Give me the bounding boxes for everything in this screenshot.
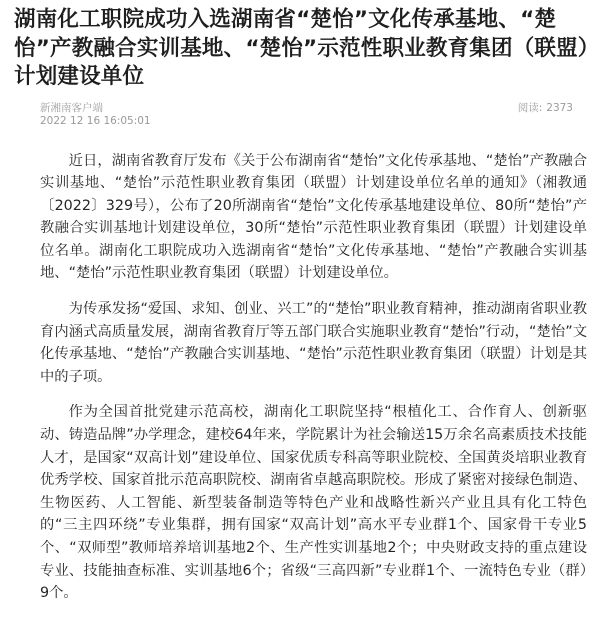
read-count-value: 2373 [546, 101, 573, 114]
article-date: 2022 12 16 16:05:01 [40, 114, 151, 127]
article-paragraph: 近日，湖南省教育厅发布《关于公布湖南省“楚怡”文化传承基地、“楚怡”产教融合实训基地、“楚怡”示范性职业教育集团（联盟）计划建设单位名单的通知》（湘教通〔2022〕329号），公布了20所湖南省“楚怡”文化传承基地建设单位、80所“楚怡”产教融合实训基地计划建设单位，30所“楚怡”示范性职业教育集团（联盟）计划建设单位名单。湖南化工职院成功入选湖南省“楚怡”文化传承基地、“楚怡”产教融合实训基地、“楚怡”示范性职业教育集团（联盟）计划建设单位。 [40, 152, 587, 282]
article-paragraph: 为传承发扬“爱国、求知、创业、兴工”的“楚怡”职业教育精神，推动湖南省职业教育内涵式高质量发展，湖南省教育厅等五部门联合实施职业教育“楚怡”行动，“楚怡”文化传承基地、“楚怡”产教融合实训基地、“楚怡”示范性职业教育集团（联盟）计划是其中的子项。 [40, 301, 587, 385]
read-count-label: 阅读: [517, 101, 543, 114]
article-meta [14, 98, 593, 132]
article-source[interactable]: 新湘南客户端 [40, 101, 103, 114]
read-count [518, 100, 573, 115]
article-paragraph: 作为全国首批党建示范高校，湖南化工职院坚持“根植化工、合作育人、创新驱动、铸造品牌”办学理念，建校64年来，学院累计为社会输送15万余名高素质技术技能人才，是国家“双高计划”建设单位、国家优质专科高等职业院校、全国黄炎培职业教育优秀学校、国家首批示范高职院校、湖南省卓越高职院校。形成了紧密对接绿色制造、生物医药、人工智能、新型装备制造等特色产业和战略性新兴产业且具有化工特色的“三主四环绕”专业集群，拥有国家“双高计划”高水平专业群1个、国家骨干专业5个、“双师型”教师培养培训基地2个、生产性实训基地2个；中央财政支持的重点建设专业、技能抽查标准、实训基地6个；省级“三高四新”专业群1个、一流特色专业（群）9个。 [40, 404, 587, 602]
article-body [14, 150, 593, 605]
article-title: 湖南化工职院成功入选湖南省“楚怡”文化传承基地、“楚怡”产教融合实训基地、“楚怡”示范性职业教育集团（联盟）计划建设单位 [14, 7, 589, 89]
